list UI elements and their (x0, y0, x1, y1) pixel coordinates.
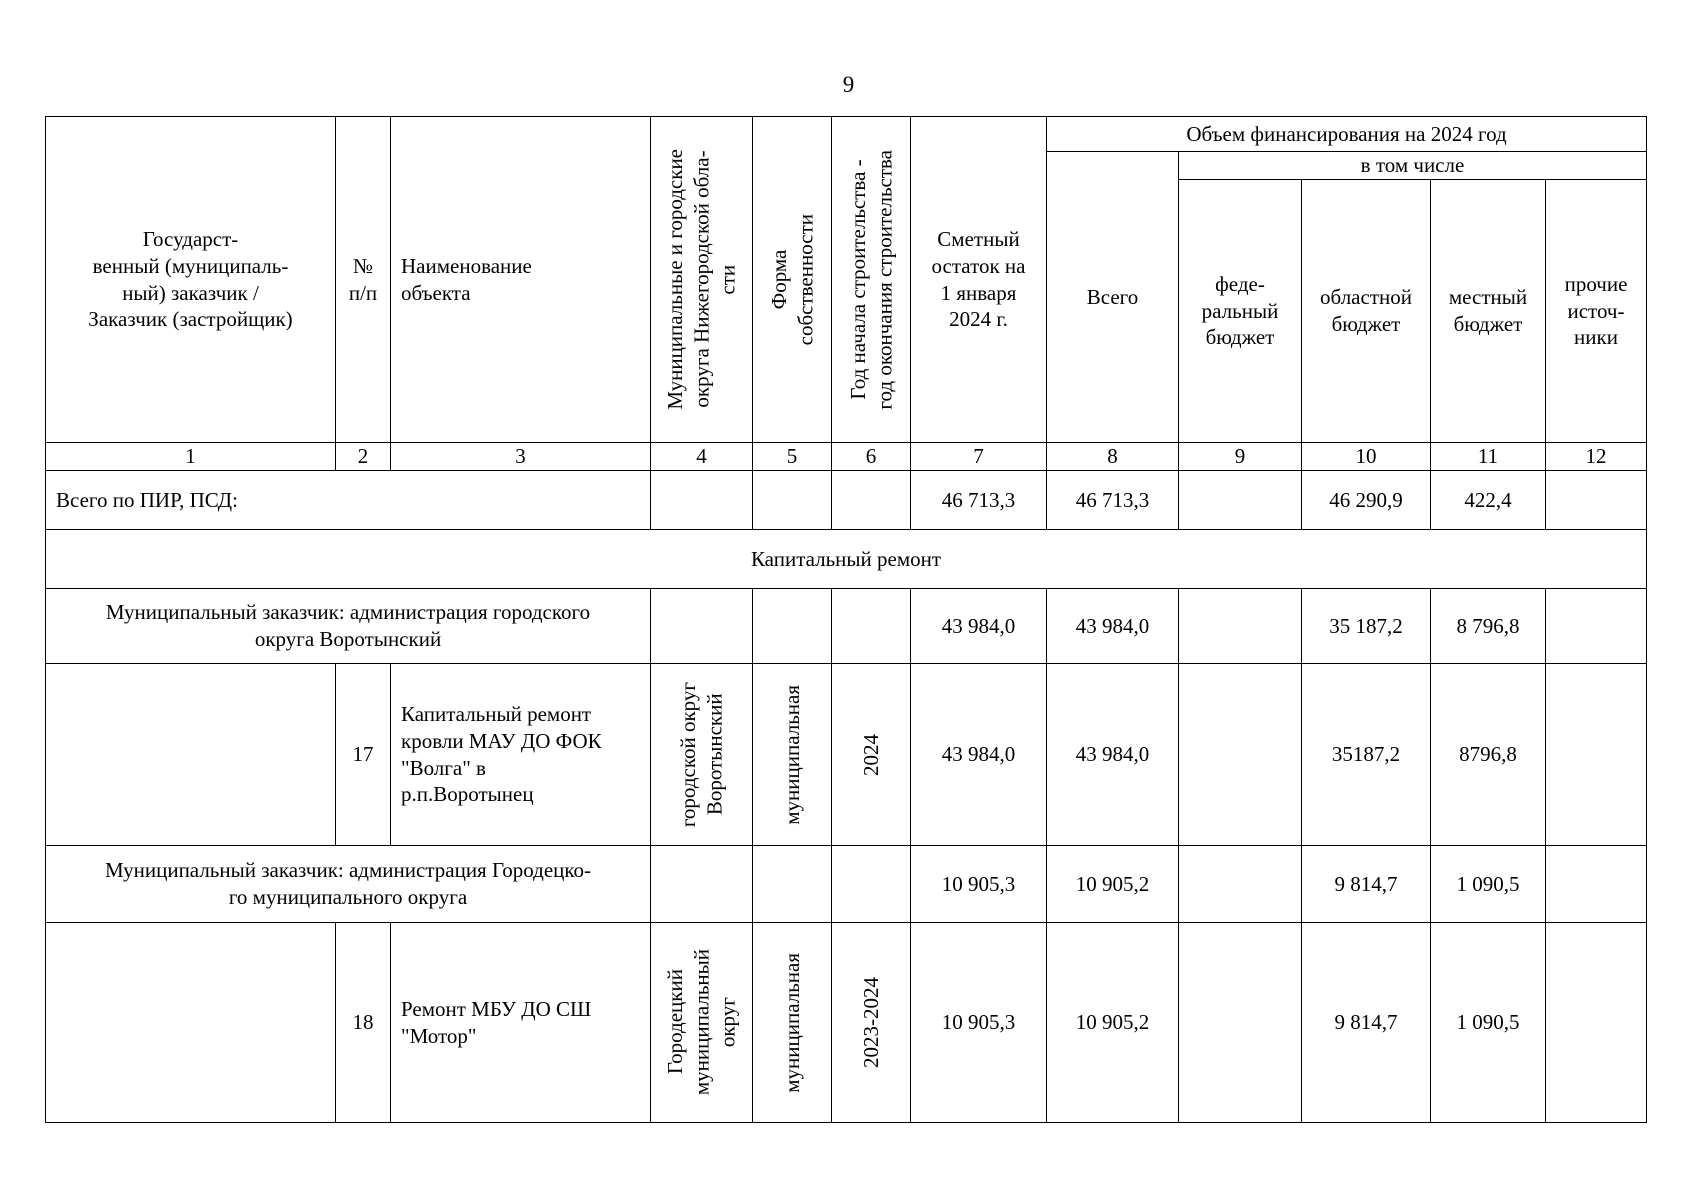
section-title: Капитальный ремонт (46, 530, 1647, 589)
total-pir-row (46, 471, 1647, 530)
empty-cell (832, 846, 911, 923)
header-customer: Государст- венный (муниципаль- ный) заказчик / Заказчик (застройщик) (46, 117, 336, 443)
total-value: 43 984,0 (1047, 589, 1179, 664)
financing-table (45, 116, 1647, 1123)
column-number: 4 (651, 443, 753, 471)
regional-value: 35187,2 (1302, 664, 1431, 846)
empty-cell (651, 589, 753, 664)
header-estimate: Сметный остаток на 1 января 2024 г. (911, 117, 1047, 443)
object-number: 18 (336, 923, 391, 1123)
total-value: 46 713,3 (1047, 471, 1179, 530)
empty-cell (832, 471, 911, 530)
object-ownership: муниципальная (753, 664, 832, 846)
column-number: 5 (753, 443, 832, 471)
local-value: 8 796,8 (1431, 589, 1546, 664)
other-value (1546, 846, 1647, 923)
header-row (46, 117, 1647, 152)
estimate-value: 10 905,3 (911, 846, 1047, 923)
other-value (1546, 589, 1647, 664)
column-number: 7 (911, 443, 1047, 471)
header-municipality: Муниципальные и городские округа Нижегородской обла- сти (651, 117, 753, 443)
header-financing-group: Объем финансирования на 2024 год (1047, 117, 1647, 152)
column-number: 6 (832, 443, 911, 471)
header-including: в том числе (1179, 152, 1647, 180)
object-row (46, 664, 1647, 846)
empty-cell (651, 846, 753, 923)
column-number: 3 (391, 443, 651, 471)
federal-value (1179, 589, 1302, 664)
customer-row (46, 589, 1647, 664)
object-years: 2023-2024 (832, 923, 911, 1123)
empty-cell (753, 471, 832, 530)
federal-value (1179, 471, 1302, 530)
object-municipality: Городецкий муниципальный округ (651, 923, 753, 1123)
object-name: Ремонт МБУ ДО СШ "Мотор" (391, 923, 651, 1123)
column-number: 1 (46, 443, 336, 471)
local-value: 1 090,5 (1431, 923, 1546, 1123)
empty-cell (753, 589, 832, 664)
header-num: № п/п (336, 117, 391, 443)
local-value: 8796,8 (1431, 664, 1546, 846)
column-number-row (46, 443, 1647, 471)
federal-value (1179, 846, 1302, 923)
header-ownership: Форма собственности (753, 117, 832, 443)
federal-value (1179, 664, 1302, 846)
local-value: 422,4 (1431, 471, 1546, 530)
other-value (1546, 471, 1647, 530)
total-value: 43 984,0 (1047, 664, 1179, 846)
regional-value: 46 290,9 (1302, 471, 1431, 530)
column-number: 11 (1431, 443, 1546, 471)
estimate-value: 10 905,3 (911, 923, 1047, 1123)
empty-cell (753, 846, 832, 923)
federal-value (1179, 923, 1302, 1123)
total-value: 10 905,2 (1047, 923, 1179, 1123)
section-row (46, 530, 1647, 589)
regional-value: 35 187,2 (1302, 589, 1431, 664)
page-number: 9 (842, 72, 855, 97)
header-federal: феде- ральный бюджет (1179, 180, 1302, 443)
column-number: 2 (336, 443, 391, 471)
header-regional: областной бюджет (1302, 180, 1431, 443)
object-years: 2024 (832, 664, 911, 846)
customer-row (46, 846, 1647, 923)
total-value: 10 905,2 (1047, 846, 1179, 923)
object-number: 17 (336, 664, 391, 846)
column-number: 9 (1179, 443, 1302, 471)
empty-cell (832, 589, 911, 664)
local-value: 1 090,5 (1431, 846, 1546, 923)
header-object-name: Наименование объекта (391, 117, 651, 443)
estimate-value: 46 713,3 (911, 471, 1047, 530)
header-total: Всего (1047, 152, 1179, 443)
other-value (1546, 923, 1647, 1123)
object-municipality: городской округ Воротынский (651, 664, 753, 846)
customer-label: Муниципальный заказчик: администрация городского округа Воротынский (46, 589, 651, 664)
total-pir-label: Всего по ПИР, ПСД: (46, 471, 651, 530)
empty-cell (46, 664, 336, 846)
header-other: прочие источ- ники (1546, 180, 1647, 443)
estimate-value: 43 984,0 (911, 589, 1047, 664)
column-number: 8 (1047, 443, 1179, 471)
customer-label: Муниципальный заказчик: администрация Городецко- го муниципального округа (46, 846, 651, 923)
object-name: Капитальный ремонт кровли МАУ ДО ФОК "Волга" в р.п.Воротынец (391, 664, 651, 846)
regional-value: 9 814,7 (1302, 923, 1431, 1123)
regional-value: 9 814,7 (1302, 846, 1431, 923)
column-number: 10 (1302, 443, 1431, 471)
header-years: Год начала строительства - год окончания строительства (832, 117, 911, 443)
empty-cell (46, 923, 336, 1123)
object-ownership: муниципальная (753, 923, 832, 1123)
empty-cell (651, 471, 753, 530)
other-value (1546, 664, 1647, 846)
object-row (46, 923, 1647, 1123)
estimate-value: 43 984,0 (911, 664, 1047, 846)
header-local: местный бюджет (1431, 180, 1546, 443)
column-number: 12 (1546, 443, 1647, 471)
